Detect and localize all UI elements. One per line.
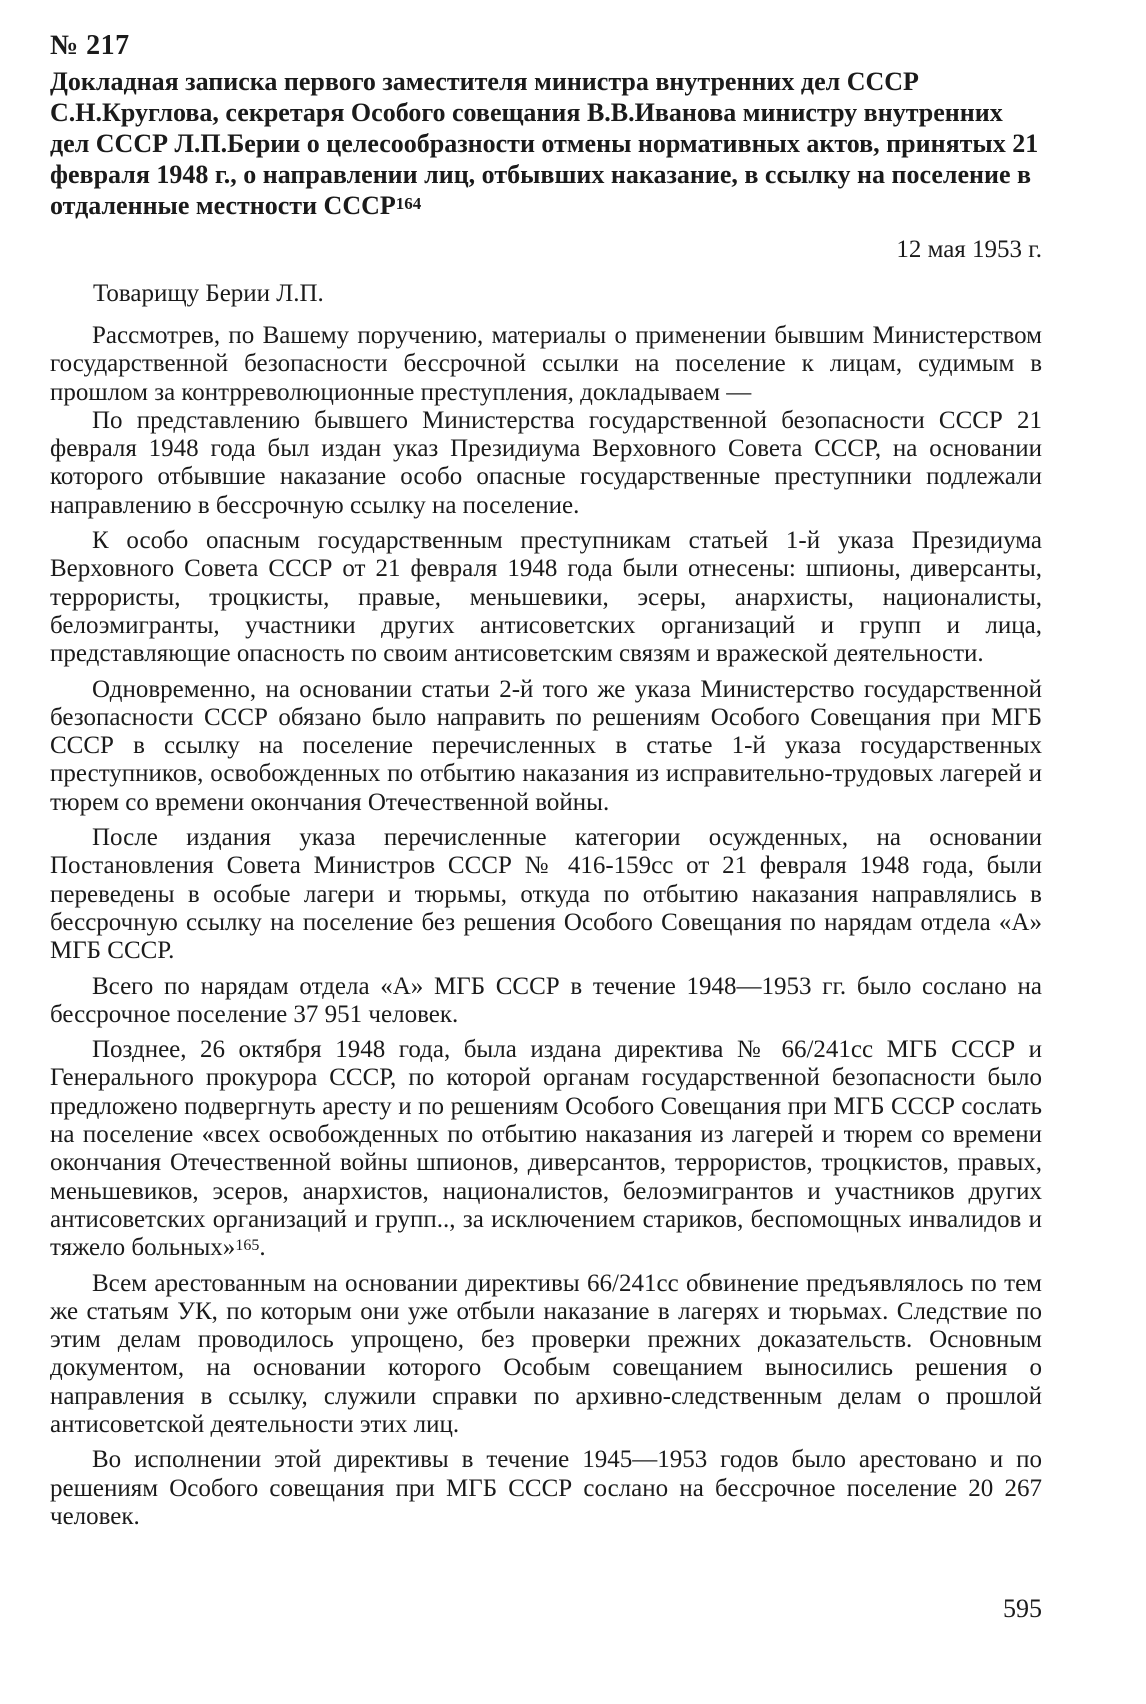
paragraph-7 xyxy=(50,1036,1042,1262)
paragraph-5: После издания указа перечисленные категории осужденных, на основании Постановления Совета Министров СССР № 416-159сс от 21 февраля 1948 года, были переведены в особые лагери и тюрьмы, откуда по отбытию наказания направлялись в бессрочную ссылку на поселение без решения Особого Совещания по нарядам отдела «А» МГБ СССР. xyxy=(50,824,1042,965)
page-number: 595 xyxy=(1003,1594,1042,1623)
document-date: 12 мая 1953 г. xyxy=(896,236,1042,263)
document-body xyxy=(50,322,1042,1538)
paragraph-7-text: Позднее, 26 октября 1948 года, была издана директива № 66/241сс МГБ СССР и Генерального прокурора СССР, по которой органам государственной безопасности было предложено подвергнуть аресту и по решениям Особого Совещания при МГБ СССР сослать на поселение «всех освобожденных по отбытию наказания из лагерей и тюрем со времени окончания Отечественной войны шпионов, диверсантов, террористов, троцкистов, правых, меньшевиков, эсеров, анархистов, националистов, белоэмигрантов и участников других антисоветских организаций и групп.., за исключением стариков, беспомощных инвалидов и тяжело больных» xyxy=(50,1036,1042,1262)
document-title-text: Докладная записка первого заместителя министра внутренних дел СССР С.Н.Круглова, секретаря Особого совещания В.В.Иванова министру внутренних дел СССР Л.П.Берии о целесообразности отмены нормативных актов, принятых 21 февраля 1948 г., о направлении лиц, отбывших наказание, в ссылку на поселение в отдаленные местности СССР xyxy=(50,67,1039,220)
paragraph-6: Всего по нарядам отдела «А» МГБ СССР в течение 1948—1953 гг. было сослано на бессрочное поселение 37 951 человек. xyxy=(50,972,1042,1028)
paragraph-4: Одновременно, на основании статьи 2-й того же указа Министерство государственной безопасности СССР обязано было направить по решениям Особого Совещания при МГБ СССР в ссылку на поселение перечисленных в статье 1-й указа государственных преступников, освобожденных по отбытию наказания из исправительно-трудовых лагерей и тюрем со времени окончания Отечественной войны. xyxy=(50,675,1042,816)
title-footnote-ref: 164 xyxy=(395,194,422,213)
paragraph-7-footnote-ref: 165 xyxy=(235,1237,260,1255)
paragraph-3: К особо опасным государственным преступникам статьей 1-й указа Президиума Верховного Совета СССР от 21 февраля 1948 года были отнесены: шпионы, диверсанты, террористы, троцкисты, правые, меньшевики, эсеры, анархисты, националисты, белоэмигранты, участники других антисоветских организаций и групп и лица, представляющие опасность по своим антисоветским связям и вражеской деятельности. xyxy=(50,527,1042,668)
paragraph-1: Рассмотрев, по Вашему поручению, материалы о применении бывшим Министерством государственной безопасности бессрочной ссылки на поселение к лицам, судимым в прошлом за контрреволюционные преступления, докладываем — xyxy=(50,322,1042,406)
paragraph-2: По представлению бывшего Министерства государственной безопасности СССР 21 февраля 1948 года был издан указ Президиума Верховного Совета СССР, на основании которого отбывшие наказание особо опасные государственные преступники подлежали направлению в бессрочную ссылку на поселение. xyxy=(50,406,1042,519)
addressee: Товарищу Берии Л.П. xyxy=(93,280,324,307)
document-title xyxy=(50,66,1040,221)
paragraph-8: Всем арестованным на основании директивы 66/241сс обвинение предъявлялось по тем же статьям УК, по которым они уже отбыли наказание в лагерях и тюрьмах. Следствие по этим делам проводилось упрощено, без проверки прежних доказательств. Основным документом, на основании которого Особым совещанием выносились решения о направления в ссылку, служили справки по архивно-следственным делам о прошлой антисоветской деятельности этих лиц. xyxy=(50,1269,1042,1438)
paragraph-9: Во исполнении этой директивы в течение 1945—1953 годов было арестовано и по решениям Особого совещания при МГБ СССР сослано на бессрочное поселение 20 267 человек. xyxy=(50,1446,1042,1530)
document-number: № 217 xyxy=(50,30,130,61)
paragraph-7-end: . xyxy=(259,1234,266,1262)
